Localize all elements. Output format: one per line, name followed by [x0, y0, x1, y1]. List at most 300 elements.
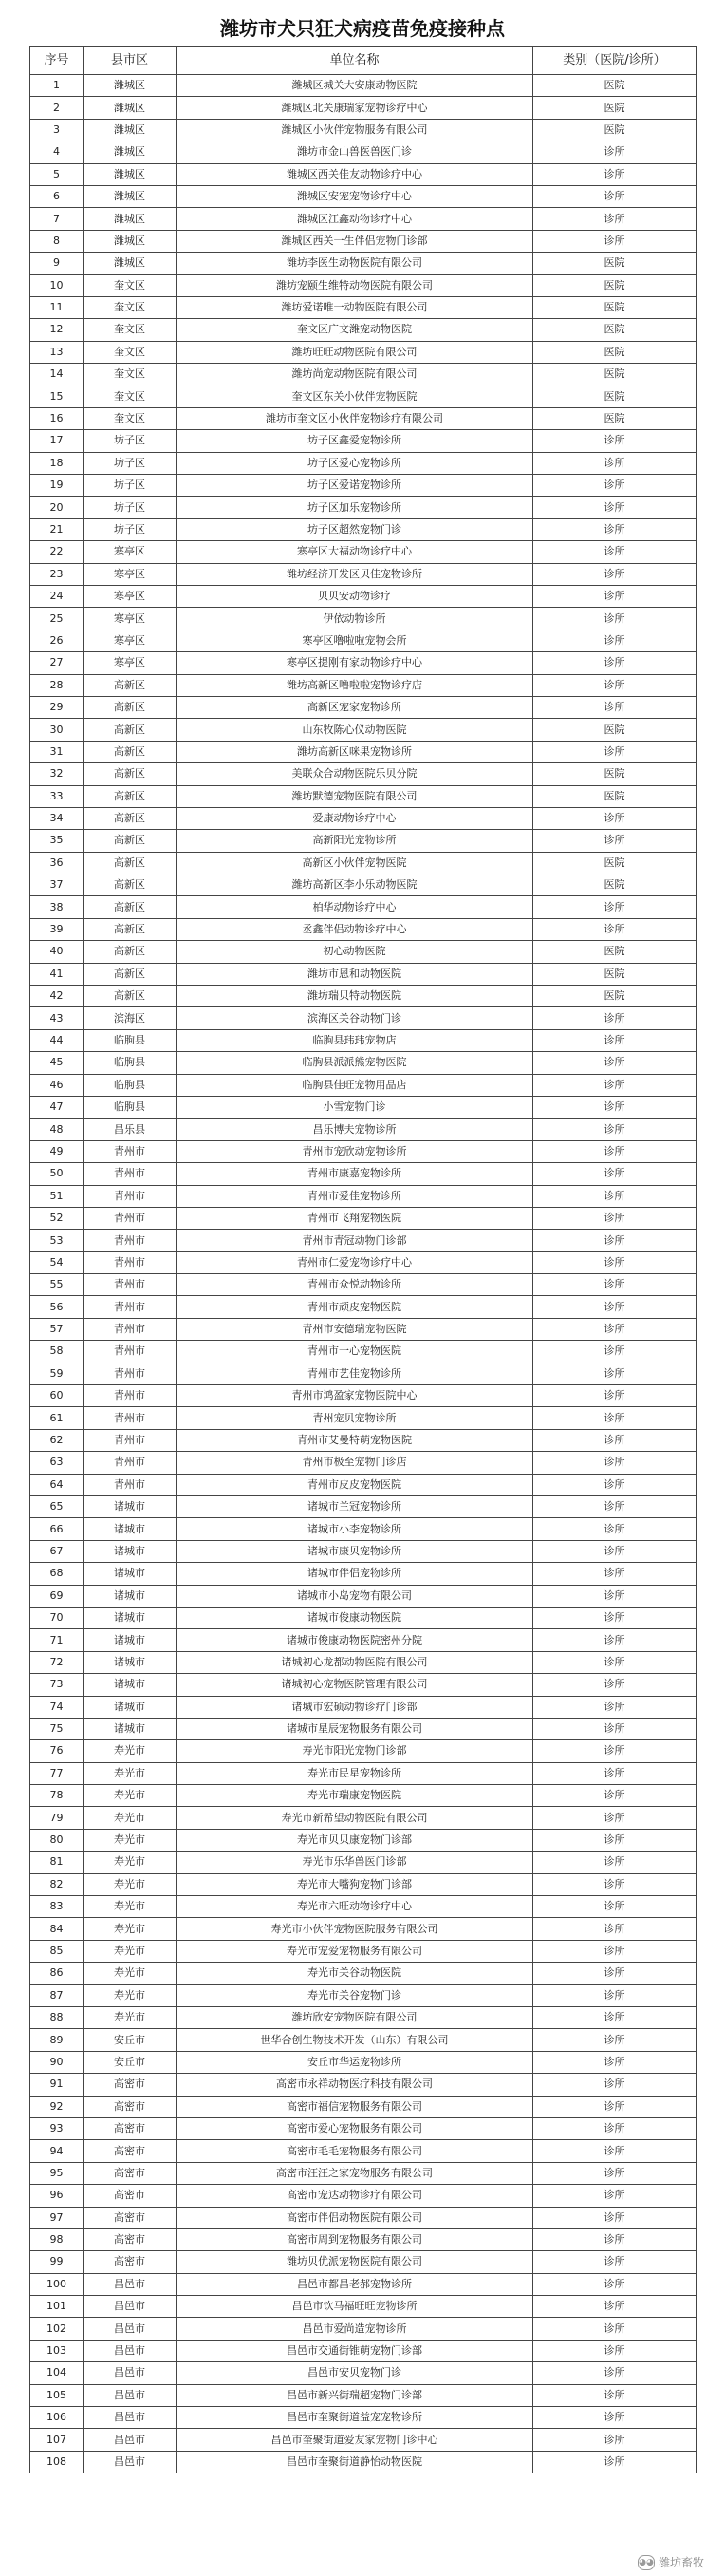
cell-district: 昌邑市 [84, 2429, 177, 2451]
table-row [30, 1052, 697, 1074]
table-row [30, 2029, 697, 2051]
cell-index: 46 [30, 1074, 84, 1096]
table-row [30, 2162, 697, 2184]
cell-category: 诊所 [533, 1318, 697, 1340]
cell-district: 潍城区 [84, 185, 177, 207]
cell-unit-name: 坊子区爱诺宠物诊所 [177, 475, 533, 497]
cell-district: 临朐县 [84, 1029, 177, 1051]
cell-category: 医院 [533, 119, 697, 141]
cell-category: 诊所 [533, 1696, 697, 1718]
cell-unit-name: 坊子区超然宠物门诊 [177, 518, 533, 540]
cell-district: 青州市 [84, 1185, 177, 1207]
table-row [30, 1807, 697, 1829]
cell-index: 106 [30, 2407, 84, 2429]
cell-district: 临朐县 [84, 1052, 177, 1074]
cell-district: 寿光市 [84, 1762, 177, 1784]
cell-unit-name: 寿光市瑞康宠物医院 [177, 1785, 533, 1807]
cell-district: 高新区 [84, 807, 177, 829]
cell-unit-name: 高密市周到宠物服务有限公司 [177, 2228, 533, 2250]
cell-district: 奎文区 [84, 385, 177, 407]
table-row [30, 652, 697, 674]
table-row [30, 97, 697, 119]
cell-index: 4 [30, 141, 84, 163]
table-row [30, 1341, 697, 1363]
cell-district: 青州市 [84, 1251, 177, 1273]
cell-unit-name: 潍坊市金山兽医兽医门诊 [177, 141, 533, 163]
cell-district: 寿光市 [84, 1785, 177, 1807]
table-row [30, 1251, 697, 1273]
cell-unit-name: 昌邑市都昌老郝宠物诊所 [177, 2273, 533, 2295]
cell-index: 11 [30, 296, 84, 318]
cell-index: 67 [30, 1540, 84, 1562]
cell-category: 诊所 [533, 1740, 697, 1762]
cell-index: 28 [30, 674, 84, 696]
table-row [30, 1029, 697, 1051]
table-row [30, 185, 697, 207]
cell-unit-name: 世华合创生物技术开发（山东）有限公司 [177, 2029, 533, 2051]
cell-index: 104 [30, 2362, 84, 2384]
cell-unit-name: 小雪宠物门诊 [177, 1096, 533, 1118]
cell-unit-name: 潍城区小伙伴宠物服务有限公司 [177, 119, 533, 141]
cell-index: 87 [30, 1984, 84, 2006]
cell-district: 高新区 [84, 741, 177, 762]
table-row [30, 1785, 697, 1807]
cell-district: 高密市 [84, 2140, 177, 2162]
cell-unit-name: 青州宠贝宠物诊所 [177, 1407, 533, 1429]
table-row [30, 1429, 697, 1451]
cell-category: 诊所 [533, 2228, 697, 2250]
cell-category: 诊所 [533, 2407, 697, 2429]
cell-index: 39 [30, 918, 84, 940]
table-row [30, 141, 697, 163]
cell-unit-name: 临朐县派派熊宠物医院 [177, 1052, 533, 1074]
cell-district: 青州市 [84, 1474, 177, 1495]
table-row [30, 2207, 697, 2228]
cell-district: 高密市 [84, 2096, 177, 2117]
cell-index: 20 [30, 497, 84, 518]
cell-index: 95 [30, 2162, 84, 2184]
table-row [30, 2429, 697, 2451]
cell-unit-name: 潍城区安宠宠物诊疗中心 [177, 185, 533, 207]
table-row [30, 1163, 697, 1185]
cell-category: 诊所 [533, 452, 697, 474]
cell-district: 坊子区 [84, 475, 177, 497]
cell-category: 诊所 [533, 1563, 697, 1585]
cell-index: 71 [30, 1629, 84, 1651]
cell-index: 79 [30, 1807, 84, 1829]
table-row [30, 1496, 697, 1518]
cell-unit-name: 潍城区北关康瑞家宠物诊疗中心 [177, 97, 533, 119]
cell-index: 99 [30, 2251, 84, 2273]
cell-category: 诊所 [533, 2207, 697, 2228]
cell-unit-name: 诸城市兰冠宠物诊所 [177, 1496, 533, 1518]
table-row [30, 763, 697, 785]
cell-category: 诊所 [533, 2296, 697, 2318]
cell-category: 医院 [533, 97, 697, 119]
cell-unit-name: 青州市众悦动物诊所 [177, 1274, 533, 1296]
table-row [30, 1540, 697, 1562]
cell-category: 诊所 [533, 1052, 697, 1074]
cell-index: 92 [30, 2096, 84, 2117]
cell-category: 诊所 [533, 1163, 697, 1185]
cell-district: 青州市 [84, 1140, 177, 1162]
cell-category: 诊所 [533, 1785, 697, 1807]
table-row [30, 1363, 697, 1384]
cell-index: 36 [30, 852, 84, 874]
table-row [30, 2006, 697, 2028]
cell-district: 青州市 [84, 1363, 177, 1384]
cell-category: 诊所 [533, 2362, 697, 2384]
cell-category: 诊所 [533, 2117, 697, 2139]
cell-category: 诊所 [533, 2340, 697, 2361]
cell-district: 寿光市 [84, 1740, 177, 1762]
cell-district: 昌邑市 [84, 2407, 177, 2429]
cell-district: 坊子区 [84, 497, 177, 518]
cell-district: 寿光市 [84, 1829, 177, 1851]
cell-index: 107 [30, 2429, 84, 2451]
table-row [30, 1740, 697, 1762]
cell-district: 寿光市 [84, 1873, 177, 1895]
table-row [30, 2362, 697, 2384]
cell-unit-name: 寿光市新希望动物医院有限公司 [177, 1807, 533, 1829]
table-row [30, 1852, 697, 1873]
cell-index: 89 [30, 2029, 84, 2051]
table-row [30, 2051, 697, 2073]
cell-unit-name: 临朐县玮玮宠物店 [177, 1029, 533, 1051]
cell-index: 68 [30, 1563, 84, 1585]
cell-unit-name: 昌邑市爱尚造宠物诊所 [177, 2318, 533, 2340]
vaccination-sites-table [29, 46, 697, 2473]
cell-index: 108 [30, 2451, 84, 2473]
table-row [30, 75, 697, 97]
cell-district: 诸城市 [84, 1651, 177, 1673]
table-row [30, 430, 697, 452]
cell-index: 77 [30, 1762, 84, 1784]
cell-unit-name: 寿光市民星宠物诊所 [177, 1762, 533, 1784]
cell-category: 医院 [533, 986, 697, 1007]
cell-unit-name: 寿光市大嘴狗宠物门诊部 [177, 1873, 533, 1895]
table-row [30, 1474, 697, 1495]
cell-district: 寒亭区 [84, 630, 177, 651]
cell-unit-name: 潍坊市恩和动物医院 [177, 963, 533, 985]
cell-district: 潍城区 [84, 208, 177, 230]
cell-district: 奎文区 [84, 319, 177, 341]
cell-district: 高新区 [84, 719, 177, 741]
table-row [30, 1585, 697, 1607]
cell-unit-name: 寿光市关谷宠物门诊 [177, 1984, 533, 2006]
cell-unit-name: 昌邑市安贝宠物门诊 [177, 2362, 533, 2384]
cell-category: 诊所 [533, 1607, 697, 1628]
cell-index: 45 [30, 1052, 84, 1074]
cell-unit-name: 寿光市阳光宠物门诊部 [177, 1740, 533, 1762]
cell-index: 24 [30, 585, 84, 607]
cell-district: 寒亭区 [84, 585, 177, 607]
cell-category: 诊所 [533, 430, 697, 452]
cell-unit-name: 潍城区西关佳友动物诊疗中心 [177, 163, 533, 185]
table-row [30, 785, 697, 807]
table-row [30, 319, 697, 341]
cell-district: 潍城区 [84, 230, 177, 252]
table-row [30, 941, 697, 963]
cell-unit-name: 潍坊瑞贝特动物医院 [177, 986, 533, 1007]
header-district: 县市区 [84, 47, 177, 75]
cell-unit-name: 青州市一心宠物医院 [177, 1341, 533, 1363]
table-row [30, 986, 697, 1007]
cell-index: 73 [30, 1674, 84, 1696]
cell-category: 诊所 [533, 1452, 697, 1474]
cell-index: 43 [30, 1007, 84, 1029]
cell-unit-name: 高新区宠家宠物诊所 [177, 696, 533, 718]
cell-unit-name: 高密市毛毛宠物服务有限公司 [177, 2140, 533, 2162]
table-row [30, 2273, 697, 2295]
table-row [30, 1074, 697, 1096]
cell-index: 29 [30, 696, 84, 718]
table-row [30, 1385, 697, 1407]
cell-index: 88 [30, 2006, 84, 2028]
cell-index: 51 [30, 1185, 84, 1207]
cell-district: 奎文区 [84, 407, 177, 429]
table-row [30, 1185, 697, 1207]
cell-unit-name: 潍城区江鑫动物诊疗中心 [177, 208, 533, 230]
cell-unit-name: 坊子区加乐宠物诊所 [177, 497, 533, 518]
cell-unit-name: 潍坊宠颐生维特动物医院有限公司 [177, 274, 533, 296]
table-row [30, 1896, 697, 1918]
cell-category: 诊所 [533, 2006, 697, 2028]
table-row [30, 2296, 697, 2318]
cell-district: 诸城市 [84, 1674, 177, 1696]
cell-unit-name: 高密市爱心宠物服务有限公司 [177, 2117, 533, 2139]
cell-district: 坊子区 [84, 452, 177, 474]
cell-district: 高密市 [84, 2185, 177, 2207]
cell-index: 40 [30, 941, 84, 963]
cell-unit-name: 潍坊李医生动物医院有限公司 [177, 253, 533, 274]
cell-unit-name: 高新区小伙伴宠物医院 [177, 852, 533, 874]
cell-category: 诊所 [533, 608, 697, 630]
cell-district: 坊子区 [84, 430, 177, 452]
table-row [30, 674, 697, 696]
cell-district: 诸城市 [84, 1563, 177, 1585]
cell-unit-name: 寒亭区提刚有家动物诊疗中心 [177, 652, 533, 674]
cell-district: 临朐县 [84, 1074, 177, 1096]
cell-district: 高新区 [84, 941, 177, 963]
cell-unit-name: 潍坊高新区噜啦啦宠物诊疗店 [177, 674, 533, 696]
table-row [30, 830, 697, 852]
cell-category: 诊所 [533, 185, 697, 207]
cell-unit-name: 青州市皮皮宠物医院 [177, 1474, 533, 1495]
cell-district: 诸城市 [84, 1540, 177, 1562]
cell-category: 诊所 [533, 674, 697, 696]
cell-unit-name: 潍坊尚宠动物医院有限公司 [177, 364, 533, 385]
table-row [30, 719, 697, 741]
cell-index: 7 [30, 208, 84, 230]
cell-index: 57 [30, 1318, 84, 1340]
cell-index: 14 [30, 364, 84, 385]
cell-index: 84 [30, 1918, 84, 1940]
cell-district: 寿光市 [84, 2006, 177, 2028]
cell-unit-name: 安丘市华运宠物诊所 [177, 2051, 533, 2073]
cell-index: 31 [30, 741, 84, 762]
cell-index: 72 [30, 1651, 84, 1673]
cell-index: 61 [30, 1407, 84, 1429]
cell-category: 诊所 [533, 563, 697, 585]
cell-category: 诊所 [533, 652, 697, 674]
table-row [30, 274, 697, 296]
table-row [30, 696, 697, 718]
cell-district: 诸城市 [84, 1585, 177, 1607]
cell-unit-name: 诸城市俊康动物医院 [177, 1607, 533, 1628]
cell-category: 诊所 [533, 1274, 697, 1296]
cell-district: 高新区 [84, 674, 177, 696]
cell-district: 潍城区 [84, 119, 177, 141]
table-row [30, 1674, 697, 1696]
header-unit-name: 单位名称 [177, 47, 533, 75]
cell-category: 诊所 [533, 1230, 697, 1251]
cell-index: 55 [30, 1274, 84, 1296]
cell-category: 医院 [533, 385, 697, 407]
cell-unit-name: 诸城市伴侣宠物诊所 [177, 1563, 533, 1585]
table-row [30, 518, 697, 540]
cell-unit-name: 奎文区广文潍宠动物医院 [177, 319, 533, 341]
cell-category: 诊所 [533, 1629, 697, 1651]
cell-unit-name: 高新阳光宠物诊所 [177, 830, 533, 852]
cell-district: 昌乐县 [84, 1119, 177, 1140]
cell-unit-name: 潍坊爱诺唯一动物医院有限公司 [177, 296, 533, 318]
cell-index: 62 [30, 1429, 84, 1451]
table-row [30, 852, 697, 874]
cell-district: 奎文区 [84, 274, 177, 296]
cell-index: 82 [30, 1873, 84, 1895]
cell-category: 诊所 [533, 1119, 697, 1140]
cell-index: 50 [30, 1163, 84, 1185]
table-row [30, 1563, 697, 1585]
cell-unit-name: 山东牧陈心仪动物医院 [177, 719, 533, 741]
cell-index: 59 [30, 1363, 84, 1384]
cell-index: 65 [30, 1496, 84, 1518]
cell-district: 奎文区 [84, 341, 177, 363]
cell-unit-name: 临朐县佳旺宠物用品店 [177, 1074, 533, 1096]
table-row [30, 741, 697, 762]
cell-index: 49 [30, 1140, 84, 1162]
cell-index: 100 [30, 2273, 84, 2295]
cell-index: 85 [30, 1940, 84, 1962]
cell-index: 93 [30, 2117, 84, 2139]
cell-unit-name: 潍城区西关一生伴侣宠物门诊部 [177, 230, 533, 252]
table-row [30, 2185, 697, 2207]
cell-index: 1 [30, 75, 84, 97]
cell-unit-name: 青州市飞翔宠物医院 [177, 1207, 533, 1229]
cell-index: 17 [30, 430, 84, 452]
cell-unit-name: 爱康动物诊疗中心 [177, 807, 533, 829]
table-row [30, 1918, 697, 1940]
cell-district: 奎文区 [84, 364, 177, 385]
cell-unit-name: 青州市安德瑞宠物医院 [177, 1318, 533, 1340]
table-row [30, 1718, 697, 1739]
wechat-icon: ◕◕ [638, 2555, 655, 2570]
page-title: 潍坊市犬只狂犬病疫苗免疫接种点 [220, 17, 505, 40]
cell-district: 潍城区 [84, 75, 177, 97]
table-row [30, 2407, 697, 2429]
cell-index: 94 [30, 2140, 84, 2162]
cell-district: 奎文区 [84, 296, 177, 318]
table-row [30, 2318, 697, 2340]
cell-category: 医院 [533, 274, 697, 296]
cell-unit-name: 诸城市康贝宠物诊所 [177, 1540, 533, 1562]
cell-category: 医院 [533, 364, 697, 385]
cell-index: 47 [30, 1096, 84, 1118]
table-row [30, 1207, 697, 1229]
cell-district: 青州市 [84, 1429, 177, 1451]
cell-unit-name: 伊依动物诊所 [177, 608, 533, 630]
cell-index: 98 [30, 2228, 84, 2250]
cell-index: 8 [30, 230, 84, 252]
cell-district: 安丘市 [84, 2029, 177, 2051]
cell-district: 高新区 [84, 896, 177, 918]
cell-district: 高新区 [84, 785, 177, 807]
cell-index: 37 [30, 874, 84, 896]
cell-index: 26 [30, 630, 84, 651]
table-row [30, 1096, 697, 1118]
cell-category: 诊所 [533, 497, 697, 518]
cell-index: 91 [30, 2074, 84, 2096]
table-row [30, 119, 697, 141]
cell-unit-name: 青州市极至宠物门诊店 [177, 1452, 533, 1474]
header-index: 序号 [30, 47, 84, 75]
cell-category: 诊所 [533, 630, 697, 651]
table-row [30, 1940, 697, 1962]
cell-category: 医院 [533, 785, 697, 807]
cell-index: 38 [30, 896, 84, 918]
cell-district: 寒亭区 [84, 608, 177, 630]
cell-category: 诊所 [533, 2140, 697, 2162]
cell-category: 诊所 [533, 1674, 697, 1696]
cell-index: 103 [30, 2340, 84, 2361]
cell-category: 医院 [533, 253, 697, 274]
cell-category: 诊所 [533, 1807, 697, 1829]
cell-unit-name: 青州市青冠动物门诊部 [177, 1230, 533, 1251]
cell-unit-name: 诸城市星辰宠物服务有限公司 [177, 1718, 533, 1739]
cell-unit-name: 昌邑市交通街锥萌宠物门诊部 [177, 2340, 533, 2361]
cell-index: 44 [30, 1029, 84, 1051]
cell-index: 16 [30, 407, 84, 429]
cell-category: 医院 [533, 296, 697, 318]
table-row [30, 208, 697, 230]
table-row [30, 918, 697, 940]
cell-category: 诊所 [533, 1385, 697, 1407]
table-row [30, 1452, 697, 1474]
cell-district: 寿光市 [84, 1807, 177, 1829]
cell-district: 青州市 [84, 1407, 177, 1429]
cell-district: 高新区 [84, 963, 177, 985]
watermark-text: 潍坊畜牧 [658, 2556, 704, 2569]
cell-unit-name: 坊子区鑫爱宠物诊所 [177, 430, 533, 452]
cell-category: 诊所 [533, 1918, 697, 1940]
cell-index: 35 [30, 830, 84, 852]
table-row [30, 1984, 697, 2006]
cell-district: 诸城市 [84, 1496, 177, 1518]
cell-category: 诊所 [533, 475, 697, 497]
table-row [30, 2384, 697, 2406]
cell-district: 寿光市 [84, 1984, 177, 2006]
cell-index: 18 [30, 452, 84, 474]
cell-category: 诊所 [533, 208, 697, 230]
table-row [30, 2228, 697, 2250]
cell-category: 诊所 [533, 741, 697, 762]
cell-index: 96 [30, 2185, 84, 2207]
cell-category: 医院 [533, 763, 697, 785]
cell-index: 32 [30, 763, 84, 785]
cell-district: 高密市 [84, 2207, 177, 2228]
table-row [30, 1629, 697, 1651]
